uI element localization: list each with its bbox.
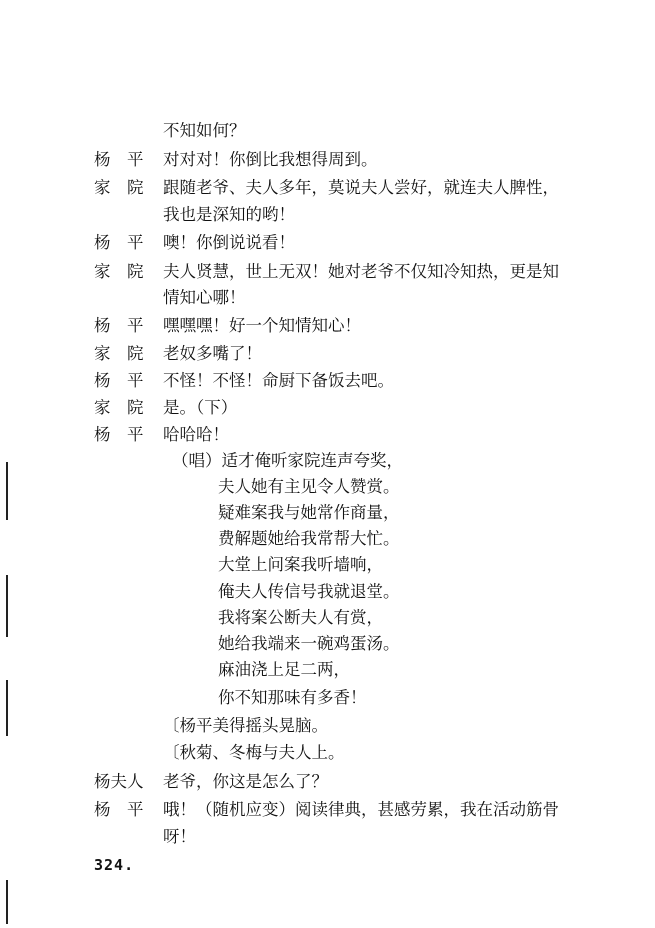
dialogue-line: 呀！	[163, 827, 196, 846]
speaker-name: 家 院	[94, 344, 144, 363]
dialogue-line: 哈哈哈！	[163, 425, 229, 444]
dialogue-line: 是。（下）	[163, 398, 238, 417]
dialogue-line: 我也是深知的哟！	[163, 205, 295, 224]
speaker-name: 杨 平	[94, 150, 144, 169]
dialogue-line: 嘿嘿嘿！好一个知情知心！	[163, 316, 361, 335]
speaker-name: 杨 平	[94, 800, 144, 819]
stage-direction: 〔秋菊、冬梅与夫人上。	[163, 743, 345, 762]
dialogue-line: 夫人贤慧，世上无双！她对老爷不仅知冷知热，更是知	[163, 262, 559, 281]
speaker-name: 杨夫人	[94, 772, 144, 791]
stage-direction: 〔杨平美得摇头晃脑。	[163, 716, 328, 735]
song-line: 俺夫人传信号我就退堂。	[218, 582, 400, 601]
speaker-name: 杨 平	[94, 371, 144, 390]
dialogue-line: 哦！（随机应变）阅读律典，甚感劳累，我在活动筋骨	[163, 800, 559, 819]
speaker-name: 杨 平	[94, 316, 144, 335]
dialogue-line: 老爷，你这是怎么了？	[163, 772, 328, 791]
speaker-name: 家 院	[94, 398, 144, 417]
song-line: 疑难案我与她常作商量，	[218, 503, 400, 522]
speaker-name: 家 院	[94, 178, 144, 197]
song-line: 费解题她给我常帮大忙。	[218, 529, 400, 548]
song-line: 我将案公断夫人有赏，	[218, 608, 383, 627]
dialogue-line: 不知如何？	[163, 121, 246, 140]
song-line: 你不知那味有多香！	[218, 688, 367, 707]
song-line: 大堂上问案我听墙响，	[218, 555, 383, 574]
page-number: 324.	[94, 856, 135, 874]
song-line: 她给我端来一碗鸡蛋汤。	[218, 634, 400, 653]
speaker-name: 杨 平	[94, 233, 144, 252]
page-edge-mark	[6, 680, 8, 736]
dialogue-line: 噢！你倒说说看！	[163, 233, 295, 252]
page-edge-mark	[6, 575, 8, 637]
speaker-name: 家 院	[94, 262, 144, 281]
song-line: 麻油浇上足二两，	[218, 660, 350, 679]
dialogue-line: 情知心哪！	[163, 288, 246, 307]
song-line: 夫人她有主见令人赞赏。	[218, 477, 400, 496]
dialogue-line: 对对对！你倒比我想得周到。	[163, 150, 378, 169]
speaker-name: 杨 平	[94, 425, 144, 444]
dialogue-line: 跟随老爷、夫人多年，莫说夫人尝好，就连夫人脾性，	[163, 178, 559, 197]
page-edge-mark	[6, 880, 8, 924]
page-edge-mark	[6, 462, 8, 520]
dialogue-line: 不怪！不怪！命厨下备饭去吧。	[163, 371, 394, 390]
dialogue-line: 老奴多嘴了！	[163, 344, 262, 363]
song-line: （唱）适才俺听家院连声夸奖，	[172, 451, 403, 470]
